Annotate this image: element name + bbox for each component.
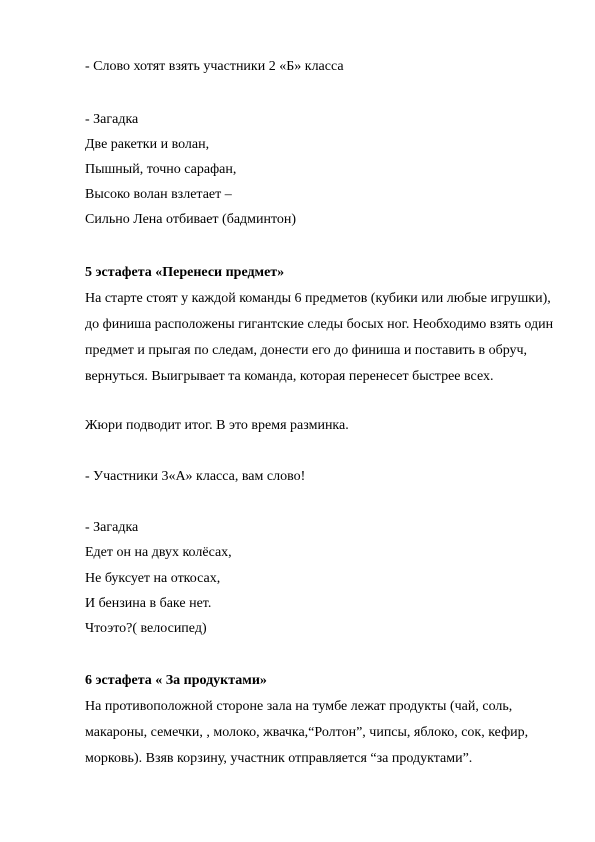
riddle-1-line: Две ракетки и волан, — [85, 137, 210, 152]
relay-6-title: 6 эстафета « За продуктами» — [85, 673, 267, 688]
riddle-2-line: И бензина в баке нет. — [85, 596, 212, 611]
riddle-2-line: Чтоэто?( велосипед) — [85, 621, 207, 636]
jury-line: Жюри подводит итог. В это время разминка. — [85, 418, 349, 433]
riddle-2-line: Едет он на двух колёсах, — [85, 545, 232, 560]
relay-5-text-line: На старте стоят у каждой команды 6 предметов (кубики или любые игрушки), — [85, 291, 551, 306]
relay-5-text-line: до финиша расположены гигантские следы босых ног. Необходимо взять один — [85, 317, 554, 332]
riddle-1-line: Сильно Лена отбивает (бадминтон) — [85, 212, 297, 227]
relay-6-text-line: морковь). Взяв корзину, участник отправляется “за продуктами”. — [85, 751, 473, 766]
riddle-2-line: Не буксует на откосах, — [85, 571, 221, 586]
riddle-1-line: Пышный, точно сарафан, — [85, 162, 237, 177]
relay-6-text-line: На противоположной стороне зала на тумбе лежат продукты (чай, соль, — [85, 699, 513, 714]
intro-line: - Слово хотят взять участники 2 «Б» класса — [85, 59, 344, 74]
relay-6-text-line: макароны, семечки, , молоко, жвачка,“Ролтон”, чипсы, яблоко, сок, кефир, — [85, 725, 529, 740]
relay-5-text-line: вернуться. Выигрывает та команда, которая перенесет быстрее всех. — [85, 369, 494, 384]
riddle-2-heading: - Загадка — [85, 520, 139, 535]
relay-5-text-line: предмет и прыгая по следам, донести его до финиша и поставить в обруч, — [85, 343, 528, 358]
relay-5-title: 5 эстафета «Перенеси предмет» — [85, 265, 285, 280]
riddle-1-heading: - Загадка — [85, 112, 139, 127]
riddle-1-line: Высоко волан взлетает – — [85, 187, 232, 202]
participants-line: - Участники 3«А» класса, вам слово! — [85, 469, 306, 484]
